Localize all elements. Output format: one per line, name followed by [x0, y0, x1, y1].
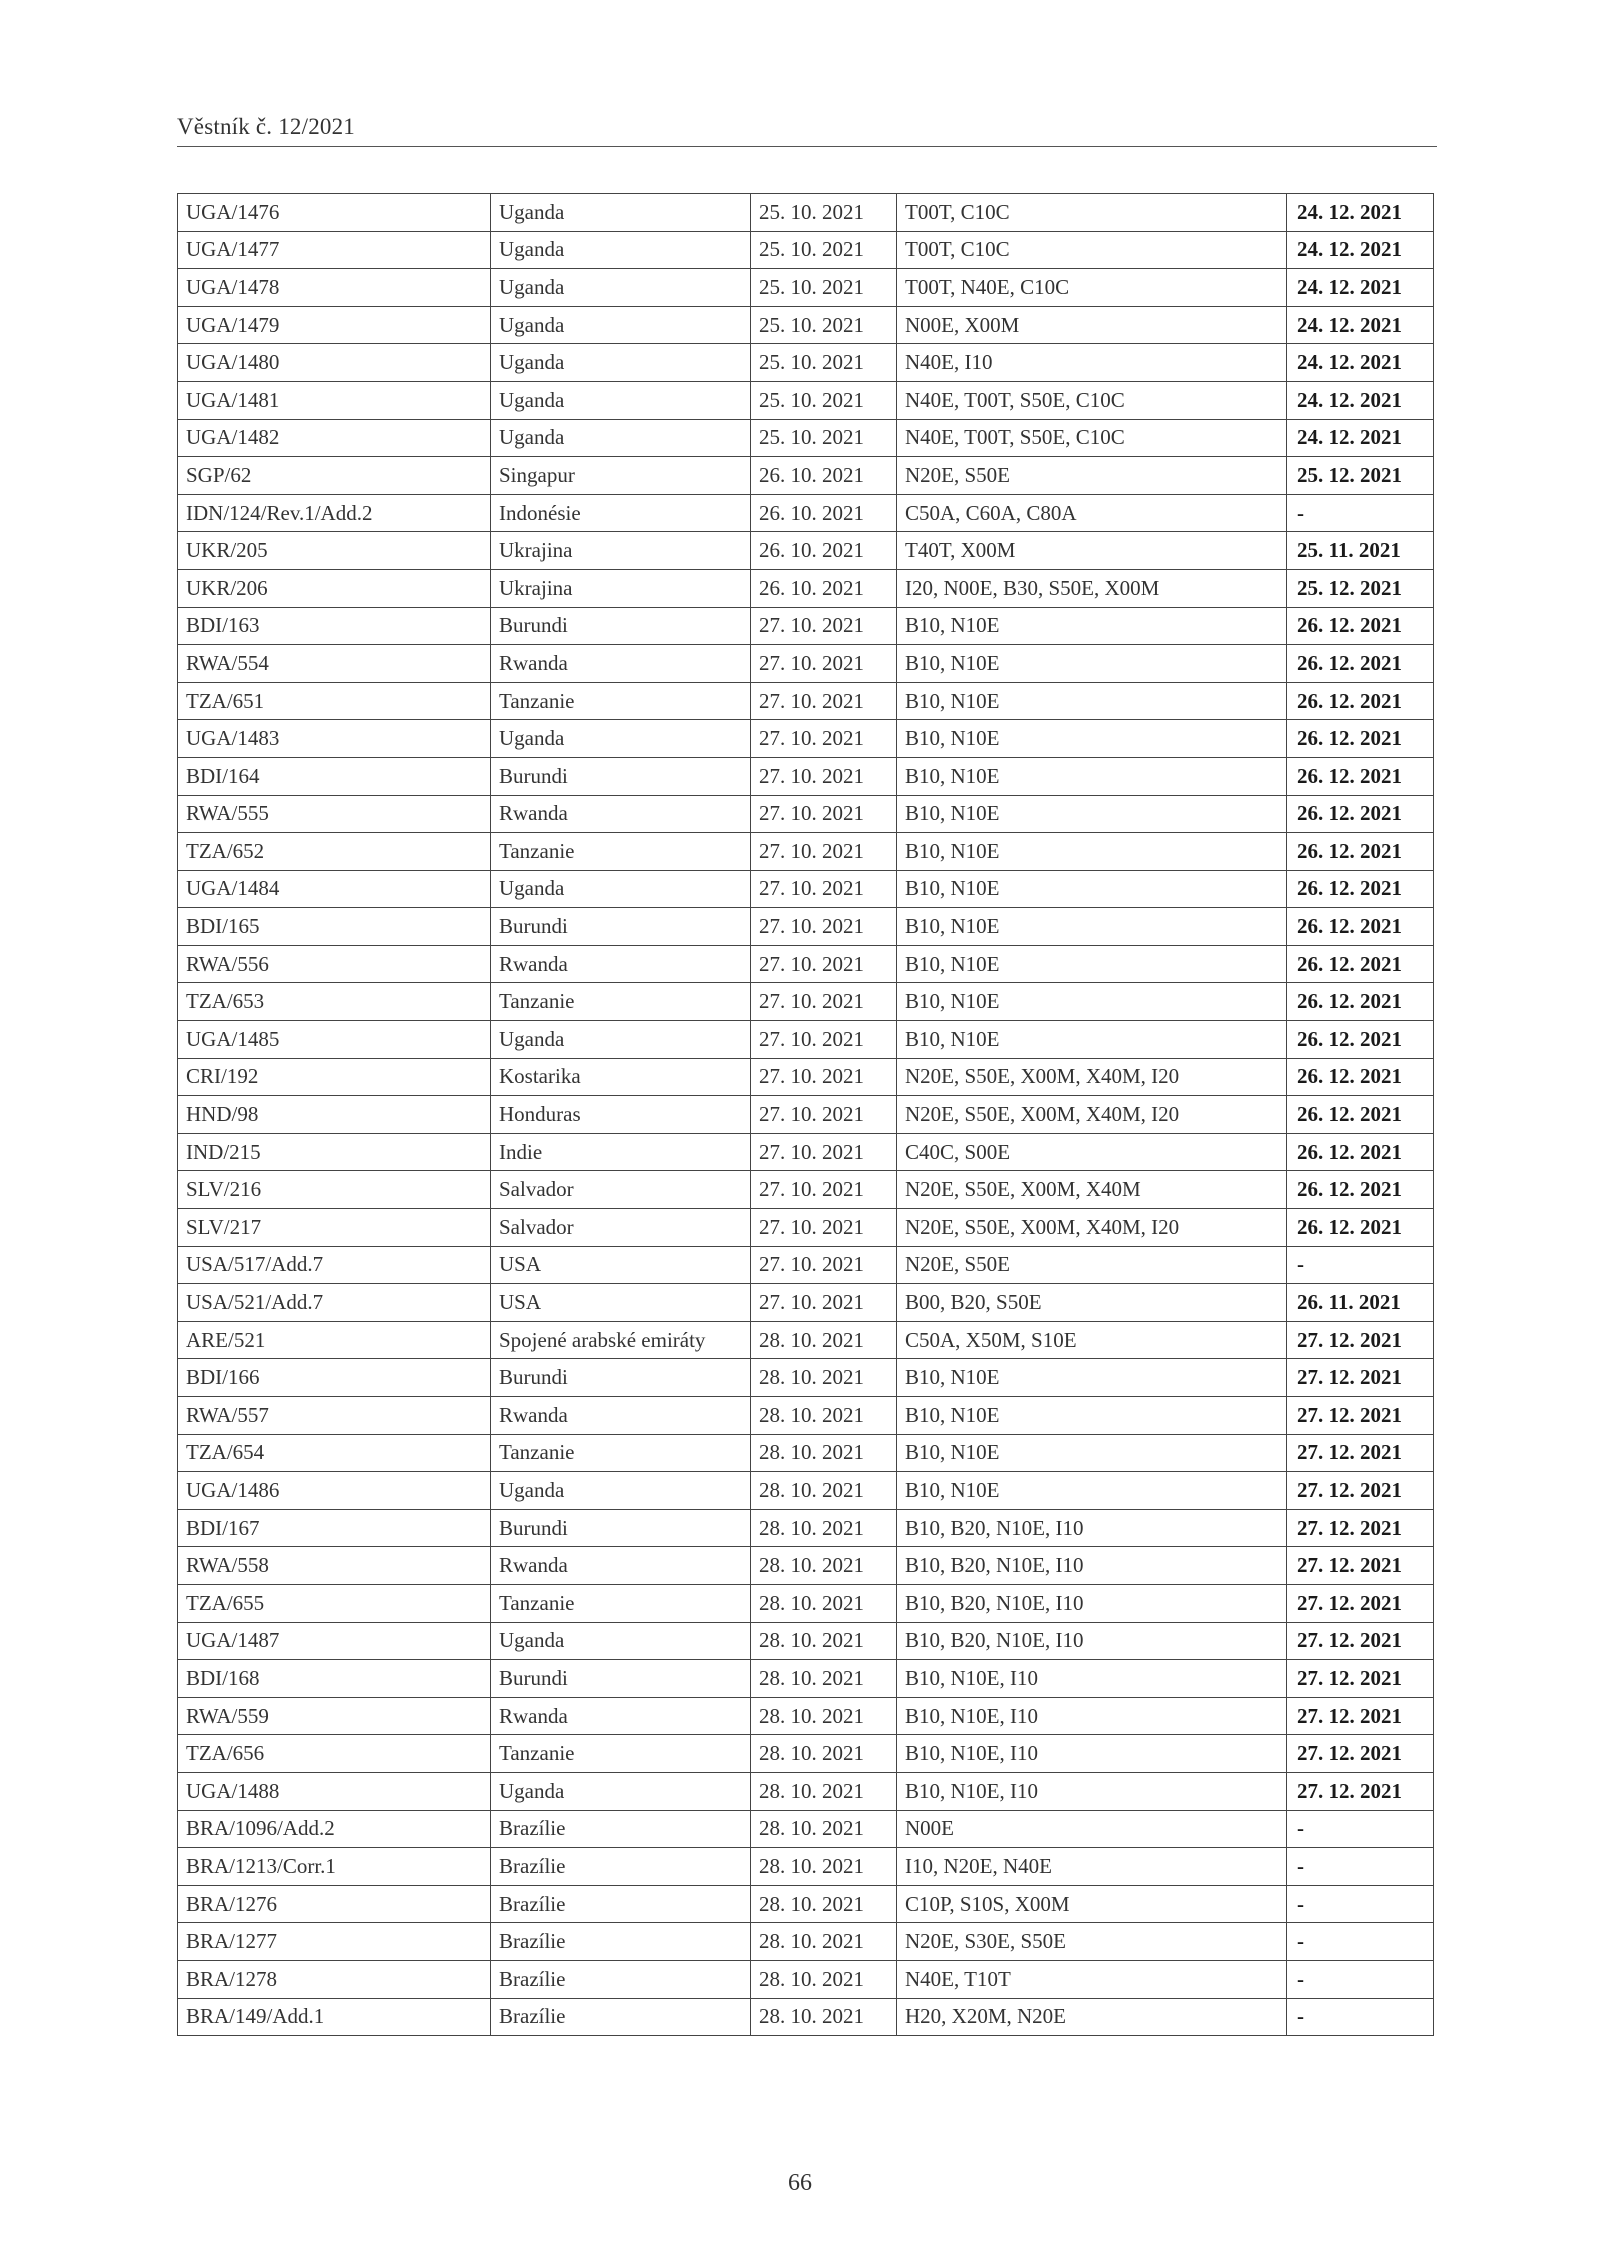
document-code-cell: RWA/556: [178, 945, 491, 983]
deadline-cell: 26. 12. 2021: [1287, 645, 1434, 683]
table-row: [178, 1735, 1434, 1773]
date-cell: 27. 10. 2021: [751, 1096, 897, 1134]
deadline-cell: -: [1287, 1246, 1434, 1284]
table-row: [178, 1246, 1434, 1284]
document-code-cell: BDI/167: [178, 1509, 491, 1547]
date-cell: 27. 10. 2021: [751, 833, 897, 871]
codes-cell: B10, N10E: [897, 1397, 1287, 1435]
codes-cell: B10, N10E: [897, 645, 1287, 683]
country-cell: Uganda: [491, 1772, 751, 1810]
codes-cell: T00T, N40E, C10C: [897, 269, 1287, 307]
deadline-cell: -: [1287, 1810, 1434, 1848]
country-cell: Uganda: [491, 381, 751, 419]
codes-cell: B10, N10E: [897, 757, 1287, 795]
codes-cell: C10P, S10S, X00M: [897, 1885, 1287, 1923]
deadline-cell: 27. 12. 2021: [1287, 1509, 1434, 1547]
date-cell: 28. 10. 2021: [751, 1547, 897, 1585]
date-cell: 25. 10. 2021: [751, 231, 897, 269]
date-cell: 28. 10. 2021: [751, 1998, 897, 2036]
deadline-cell: 27. 12. 2021: [1287, 1547, 1434, 1585]
deadline-cell: 26. 12. 2021: [1287, 870, 1434, 908]
deadline-cell: 25. 12. 2021: [1287, 457, 1434, 495]
deadline-cell: -: [1287, 1923, 1434, 1961]
codes-cell: N40E, I10: [897, 344, 1287, 382]
deadline-cell: 26. 12. 2021: [1287, 1021, 1434, 1059]
date-cell: 27. 10. 2021: [751, 1058, 897, 1096]
document-code-cell: BDI/165: [178, 908, 491, 946]
deadline-cell: -: [1287, 494, 1434, 532]
table-row: [178, 1397, 1434, 1435]
deadline-cell: 26. 12. 2021: [1287, 1133, 1434, 1171]
codes-cell: T00T, C10C: [897, 231, 1287, 269]
deadline-cell: 26. 12. 2021: [1287, 607, 1434, 645]
table-row: [178, 1434, 1434, 1472]
codes-cell: B00, B20, S50E: [897, 1284, 1287, 1322]
deadline-cell: 26. 12. 2021: [1287, 757, 1434, 795]
table-row: [178, 344, 1434, 382]
country-cell: Kostarika: [491, 1058, 751, 1096]
codes-cell: N20E, S50E, X00M, X40M, I20: [897, 1209, 1287, 1247]
table-row: [178, 1622, 1434, 1660]
document-code-cell: IND/215: [178, 1133, 491, 1171]
country-cell: Tanzanie: [491, 682, 751, 720]
codes-cell: B10, N10E: [897, 870, 1287, 908]
table-row: [178, 1096, 1434, 1134]
deadline-cell: 24. 12. 2021: [1287, 231, 1434, 269]
country-cell: Rwanda: [491, 1697, 751, 1735]
date-cell: 28. 10. 2021: [751, 1735, 897, 1773]
document-code-cell: SLV/216: [178, 1171, 491, 1209]
country-cell: Brazílie: [491, 1885, 751, 1923]
date-cell: 28. 10. 2021: [751, 1359, 897, 1397]
document-code-cell: USA/521/Add.7: [178, 1284, 491, 1322]
document-code-cell: UGA/1484: [178, 870, 491, 908]
deadline-cell: 26. 12. 2021: [1287, 908, 1434, 946]
document-code-cell: RWA/555: [178, 795, 491, 833]
country-cell: Tanzanie: [491, 833, 751, 871]
table-row: [178, 1171, 1434, 1209]
document-code-cell: UGA/1480: [178, 344, 491, 382]
table-row: [178, 1885, 1434, 1923]
country-cell: Burundi: [491, 1660, 751, 1698]
deadline-cell: 25. 11. 2021: [1287, 532, 1434, 570]
date-cell: 27. 10. 2021: [751, 1209, 897, 1247]
deadline-cell: 27. 12. 2021: [1287, 1397, 1434, 1435]
country-cell: Tanzanie: [491, 983, 751, 1021]
deadline-cell: 26. 12. 2021: [1287, 1209, 1434, 1247]
document-code-cell: UKR/205: [178, 532, 491, 570]
country-cell: Honduras: [491, 1096, 751, 1134]
codes-cell: N00E: [897, 1810, 1287, 1848]
date-cell: 28. 10. 2021: [751, 1697, 897, 1735]
codes-cell: T00T, C10C: [897, 194, 1287, 232]
codes-cell: B10, N10E, I10: [897, 1697, 1287, 1735]
country-cell: Salvador: [491, 1171, 751, 1209]
codes-cell: B10, N10E: [897, 833, 1287, 871]
country-cell: Singapur: [491, 457, 751, 495]
document-code-cell: UGA/1485: [178, 1021, 491, 1059]
document-code-cell: IDN/124/Rev.1/Add.2: [178, 494, 491, 532]
date-cell: 26. 10. 2021: [751, 532, 897, 570]
deadline-cell: 26. 12. 2021: [1287, 945, 1434, 983]
date-cell: 26. 10. 2021: [751, 569, 897, 607]
deadline-cell: 27. 12. 2021: [1287, 1660, 1434, 1698]
document-code-cell: UKR/206: [178, 569, 491, 607]
date-cell: 28. 10. 2021: [751, 1960, 897, 1998]
document-code-cell: USA/517/Add.7: [178, 1246, 491, 1284]
country-cell: Uganda: [491, 231, 751, 269]
codes-cell: B10, N10E, I10: [897, 1772, 1287, 1810]
table-row: [178, 1584, 1434, 1622]
country-cell: Brazílie: [491, 1810, 751, 1848]
deadline-cell: 24. 12. 2021: [1287, 381, 1434, 419]
document-code-cell: SLV/217: [178, 1209, 491, 1247]
country-cell: Uganda: [491, 344, 751, 382]
country-cell: Ukrajina: [491, 569, 751, 607]
document-code-cell: BRA/1213/Corr.1: [178, 1848, 491, 1886]
document-code-cell: BRA/149/Add.1: [178, 1998, 491, 2036]
codes-cell: N20E, S50E: [897, 457, 1287, 495]
country-cell: Rwanda: [491, 645, 751, 683]
codes-cell: B10, N10E, I10: [897, 1660, 1287, 1698]
country-cell: Rwanda: [491, 1397, 751, 1435]
document-code-cell: UGA/1477: [178, 231, 491, 269]
table-row: [178, 1960, 1434, 1998]
date-cell: 28. 10. 2021: [751, 1509, 897, 1547]
table-row: [178, 269, 1434, 307]
country-cell: Uganda: [491, 1021, 751, 1059]
table-row: [178, 1923, 1434, 1961]
date-cell: 25. 10. 2021: [751, 381, 897, 419]
date-cell: 27. 10. 2021: [751, 908, 897, 946]
country-cell: Brazílie: [491, 1998, 751, 2036]
country-cell: Uganda: [491, 269, 751, 307]
codes-cell: N40E, T10T: [897, 1960, 1287, 1998]
table-row: [178, 1284, 1434, 1322]
document-code-cell: ARE/521: [178, 1321, 491, 1359]
codes-cell: C50A, X50M, S10E: [897, 1321, 1287, 1359]
deadline-cell: 24. 12. 2021: [1287, 194, 1434, 232]
document-code-cell: BRA/1277: [178, 1923, 491, 1961]
table-row: [178, 908, 1434, 946]
deadline-cell: 27. 12. 2021: [1287, 1321, 1434, 1359]
date-cell: 28. 10. 2021: [751, 1660, 897, 1698]
codes-cell: I20, N00E, B30, S50E, X00M: [897, 569, 1287, 607]
deadline-cell: 25. 12. 2021: [1287, 569, 1434, 607]
country-cell: Burundi: [491, 1359, 751, 1397]
document-code-cell: BRA/1276: [178, 1885, 491, 1923]
document-code-cell: TZA/656: [178, 1735, 491, 1773]
country-cell: Indie: [491, 1133, 751, 1171]
date-cell: 27. 10. 2021: [751, 757, 897, 795]
country-cell: Uganda: [491, 306, 751, 344]
date-cell: 28. 10. 2021: [751, 1584, 897, 1622]
document-code-cell: BDI/164: [178, 757, 491, 795]
date-cell: 25. 10. 2021: [751, 306, 897, 344]
country-cell: Uganda: [491, 720, 751, 758]
date-cell: 28. 10. 2021: [751, 1472, 897, 1510]
document-code-cell: TZA/653: [178, 983, 491, 1021]
table-row: [178, 870, 1434, 908]
table-row: [178, 306, 1434, 344]
country-cell: Rwanda: [491, 795, 751, 833]
country-cell: Brazílie: [491, 1848, 751, 1886]
date-cell: 27. 10. 2021: [751, 720, 897, 758]
codes-cell: N20E, S50E, X00M, X40M: [897, 1171, 1287, 1209]
table-row: [178, 1848, 1434, 1886]
table-row: [178, 494, 1434, 532]
table-row: [178, 1058, 1434, 1096]
codes-cell: B10, N10E: [897, 682, 1287, 720]
page-number: 66: [788, 2170, 812, 2196]
codes-cell: B10, N10E: [897, 908, 1287, 946]
deadline-cell: 24. 12. 2021: [1287, 344, 1434, 382]
deadline-cell: 24. 12. 2021: [1287, 269, 1434, 307]
deadline-cell: 26. 12. 2021: [1287, 983, 1434, 1021]
document-code-cell: UGA/1482: [178, 419, 491, 457]
deadline-cell: 27. 12. 2021: [1287, 1622, 1434, 1660]
deadline-cell: 24. 12. 2021: [1287, 306, 1434, 344]
country-cell: Tanzanie: [491, 1584, 751, 1622]
codes-cell: B10, N10E: [897, 1021, 1287, 1059]
codes-cell: B10, N10E: [897, 1359, 1287, 1397]
country-cell: Tanzanie: [491, 1434, 751, 1472]
date-cell: 26. 10. 2021: [751, 457, 897, 495]
deadline-cell: 27. 12. 2021: [1287, 1472, 1434, 1510]
date-cell: 27. 10. 2021: [751, 1246, 897, 1284]
codes-cell: N40E, T00T, S50E, C10C: [897, 419, 1287, 457]
deadline-cell: 26. 12. 2021: [1287, 1058, 1434, 1096]
table-row: [178, 757, 1434, 795]
country-cell: USA: [491, 1284, 751, 1322]
codes-cell: B10, N10E: [897, 945, 1287, 983]
country-cell: Rwanda: [491, 945, 751, 983]
table-row: [178, 607, 1434, 645]
document-code-cell: UGA/1488: [178, 1772, 491, 1810]
document-code-cell: RWA/554: [178, 645, 491, 683]
date-cell: 26. 10. 2021: [751, 494, 897, 532]
country-cell: Uganda: [491, 194, 751, 232]
document-code-cell: BRA/1278: [178, 1960, 491, 1998]
deadline-cell: 26. 12. 2021: [1287, 720, 1434, 758]
codes-cell: B10, B20, N10E, I10: [897, 1584, 1287, 1622]
codes-cell: B10, N10E: [897, 983, 1287, 1021]
document-code-cell: TZA/654: [178, 1434, 491, 1472]
codes-cell: B10, N10E: [897, 720, 1287, 758]
country-cell: Ukrajina: [491, 532, 751, 570]
table-row: [178, 1772, 1434, 1810]
date-cell: 27. 10. 2021: [751, 607, 897, 645]
codes-cell: B10, N10E: [897, 607, 1287, 645]
country-cell: Uganda: [491, 1472, 751, 1510]
document-code-cell: UGA/1476: [178, 194, 491, 232]
date-cell: 27. 10. 2021: [751, 682, 897, 720]
country-cell: Tanzanie: [491, 1735, 751, 1773]
date-cell: 28. 10. 2021: [751, 1885, 897, 1923]
table-row: [178, 457, 1434, 495]
table-row: [178, 532, 1434, 570]
table-body: [178, 194, 1434, 2036]
date-cell: 27. 10. 2021: [751, 795, 897, 833]
codes-cell: N40E, T00T, S50E, C10C: [897, 381, 1287, 419]
date-cell: 27. 10. 2021: [751, 983, 897, 1021]
date-cell: 28. 10. 2021: [751, 1923, 897, 1961]
codes-cell: N20E, S30E, S50E: [897, 1923, 1287, 1961]
country-cell: Brazílie: [491, 1923, 751, 1961]
codes-cell: N00E, X00M: [897, 306, 1287, 344]
table-row: [178, 1697, 1434, 1735]
document-code-cell: UGA/1479: [178, 306, 491, 344]
codes-cell: N20E, S50E, X00M, X40M, I20: [897, 1058, 1287, 1096]
deadline-cell: 26. 12. 2021: [1287, 795, 1434, 833]
table-row: [178, 1472, 1434, 1510]
codes-cell: H20, X20M, N20E: [897, 1998, 1287, 2036]
country-cell: Burundi: [491, 607, 751, 645]
document-code-cell: RWA/559: [178, 1697, 491, 1735]
codes-cell: B10, N10E: [897, 1434, 1287, 1472]
notification-table: [177, 193, 1434, 2036]
table-row: [178, 1321, 1434, 1359]
bulletin-title: Věstník č. 12/2021: [177, 114, 355, 139]
codes-cell: B10, B20, N10E, I10: [897, 1547, 1287, 1585]
table-row: [178, 381, 1434, 419]
document-code-cell: BDI/163: [178, 607, 491, 645]
country-cell: Burundi: [491, 908, 751, 946]
date-cell: 28. 10. 2021: [751, 1397, 897, 1435]
codes-cell: B10, N10E: [897, 795, 1287, 833]
document-code-cell: RWA/558: [178, 1547, 491, 1585]
deadline-cell: -: [1287, 1848, 1434, 1886]
document-code-cell: TZA/652: [178, 833, 491, 871]
document-code-cell: RWA/557: [178, 1397, 491, 1435]
document-code-cell: BDI/168: [178, 1660, 491, 1698]
document-code-cell: CRI/192: [178, 1058, 491, 1096]
deadline-cell: 24. 12. 2021: [1287, 419, 1434, 457]
codes-cell: C40C, S00E: [897, 1133, 1287, 1171]
date-cell: 25. 10. 2021: [751, 419, 897, 457]
deadline-cell: 26. 12. 2021: [1287, 1096, 1434, 1134]
date-cell: 27. 10. 2021: [751, 870, 897, 908]
table-row: [178, 1660, 1434, 1698]
country-cell: Uganda: [491, 1622, 751, 1660]
codes-cell: B10, N10E, I10: [897, 1735, 1287, 1773]
table-row: [178, 569, 1434, 607]
table-row: [178, 1209, 1434, 1247]
codes-cell: B10, B20, N10E, I10: [897, 1622, 1287, 1660]
country-cell: Salvador: [491, 1209, 751, 1247]
table-row: [178, 983, 1434, 1021]
date-cell: 28. 10. 2021: [751, 1810, 897, 1848]
date-cell: 25. 10. 2021: [751, 344, 897, 382]
codes-cell: B10, N10E: [897, 1472, 1287, 1510]
country-cell: Brazílie: [491, 1960, 751, 1998]
document-code-cell: UGA/1487: [178, 1622, 491, 1660]
document-code-cell: TZA/651: [178, 682, 491, 720]
document-code-cell: BRA/1096/Add.2: [178, 1810, 491, 1848]
table-row: [178, 682, 1434, 720]
date-cell: 27. 10. 2021: [751, 1171, 897, 1209]
date-cell: 25. 10. 2021: [751, 269, 897, 307]
codes-cell: C50A, C60A, C80A: [897, 494, 1287, 532]
codes-cell: N20E, S50E: [897, 1246, 1287, 1284]
date-cell: 27. 10. 2021: [751, 1133, 897, 1171]
country-cell: Rwanda: [491, 1547, 751, 1585]
table-row: [178, 1547, 1434, 1585]
document-code-cell: BDI/166: [178, 1359, 491, 1397]
table-row: [178, 1810, 1434, 1848]
date-cell: 28. 10. 2021: [751, 1622, 897, 1660]
table-row: [178, 945, 1434, 983]
table-row: [178, 645, 1434, 683]
deadline-cell: 27. 12. 2021: [1287, 1697, 1434, 1735]
country-cell: Indonésie: [491, 494, 751, 532]
date-cell: 25. 10. 2021: [751, 194, 897, 232]
codes-cell: B10, B20, N10E, I10: [897, 1509, 1287, 1547]
table-row: [178, 1998, 1434, 2036]
document-code-cell: HND/98: [178, 1096, 491, 1134]
deadline-cell: 27. 12. 2021: [1287, 1772, 1434, 1810]
deadline-cell: 27. 12. 2021: [1287, 1735, 1434, 1773]
codes-cell: I10, N20E, N40E: [897, 1848, 1287, 1886]
codes-cell: N20E, S50E, X00M, X40M, I20: [897, 1096, 1287, 1134]
deadline-cell: 26. 11. 2021: [1287, 1284, 1434, 1322]
date-cell: 27. 10. 2021: [751, 645, 897, 683]
document-code-cell: UGA/1478: [178, 269, 491, 307]
deadline-cell: 27. 12. 2021: [1287, 1434, 1434, 1472]
table-row: [178, 795, 1434, 833]
country-cell: Spojené arabské emiráty: [491, 1321, 751, 1359]
document-code-cell: UGA/1481: [178, 381, 491, 419]
table-row: [178, 1021, 1434, 1059]
country-cell: Uganda: [491, 419, 751, 457]
deadline-cell: 26. 12. 2021: [1287, 682, 1434, 720]
country-cell: Burundi: [491, 757, 751, 795]
document-code-cell: UGA/1483: [178, 720, 491, 758]
table-row: [178, 720, 1434, 758]
table-row: [178, 833, 1434, 871]
document-code-cell: UGA/1486: [178, 1472, 491, 1510]
country-cell: Uganda: [491, 870, 751, 908]
date-cell: 28. 10. 2021: [751, 1772, 897, 1810]
date-cell: 27. 10. 2021: [751, 1021, 897, 1059]
deadline-cell: 26. 12. 2021: [1287, 833, 1434, 871]
date-cell: 28. 10. 2021: [751, 1848, 897, 1886]
date-cell: 28. 10. 2021: [751, 1321, 897, 1359]
document-code-cell: TZA/655: [178, 1584, 491, 1622]
deadline-cell: 27. 12. 2021: [1287, 1359, 1434, 1397]
country-cell: Burundi: [491, 1509, 751, 1547]
date-cell: 28. 10. 2021: [751, 1434, 897, 1472]
table-row: [178, 231, 1434, 269]
deadline-cell: 26. 12. 2021: [1287, 1171, 1434, 1209]
deadline-cell: 27. 12. 2021: [1287, 1584, 1434, 1622]
table-row: [178, 194, 1434, 232]
date-cell: 27. 10. 2021: [751, 1284, 897, 1322]
table-row: [178, 1133, 1434, 1171]
table-row: [178, 1359, 1434, 1397]
deadline-cell: -: [1287, 1885, 1434, 1923]
document-code-cell: SGP/62: [178, 457, 491, 495]
deadline-cell: -: [1287, 1960, 1434, 1998]
deadline-cell: -: [1287, 1998, 1434, 2036]
table-row: [178, 1509, 1434, 1547]
table-row: [178, 419, 1434, 457]
date-cell: 27. 10. 2021: [751, 945, 897, 983]
country-cell: USA: [491, 1246, 751, 1284]
codes-cell: T40T, X00M: [897, 532, 1287, 570]
page-header: [177, 112, 1437, 147]
